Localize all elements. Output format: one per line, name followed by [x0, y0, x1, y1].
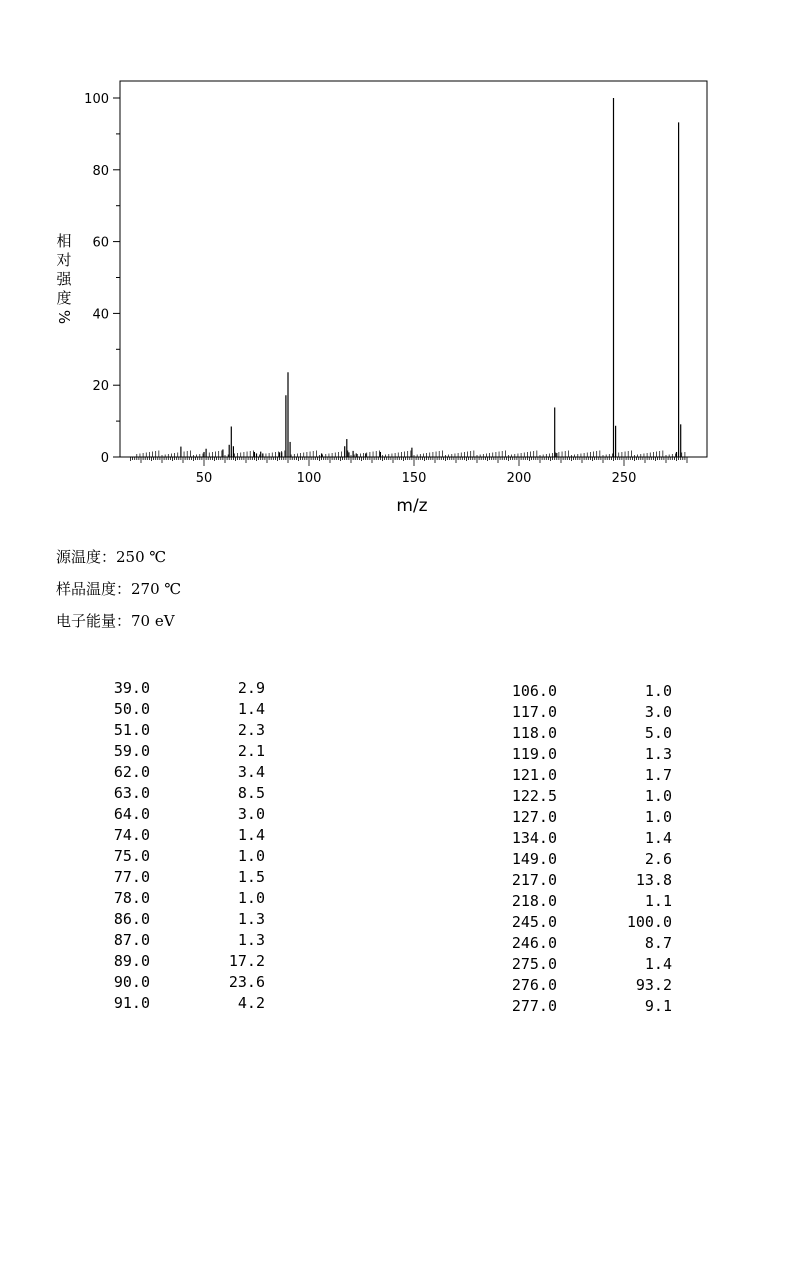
peak-mz: 276.0 [511, 976, 557, 994]
peak-row [95, 720, 265, 741]
peak-abundance: 1.1 [644, 892, 672, 910]
y-axis-label [55, 232, 73, 324]
peak-table-left [95, 678, 265, 1014]
peak-abundance: 2.1 [237, 742, 265, 760]
peak-abundance: 93.2 [635, 976, 672, 994]
peak-abundance: 3.0 [644, 703, 672, 721]
peak-abundance: 5.0 [644, 724, 672, 742]
peak-abundance: 1.4 [237, 826, 265, 844]
peak-mz: 59.0 [113, 742, 150, 760]
peak-row [502, 786, 672, 807]
x-tick-label: 250 [611, 471, 637, 486]
peak-abundance: 1.3 [644, 745, 672, 763]
y-axis [84, 92, 120, 466]
y-tick-label: 20 [92, 379, 109, 395]
peak-row [95, 909, 265, 930]
peak-abundance: 2.6 [644, 850, 672, 868]
peak-abundance: 2.3 [237, 721, 265, 739]
peak-abundance: 1.5 [237, 868, 265, 886]
y-axis-label-char: 度 [56, 289, 72, 307]
peak-abundance: 1.4 [237, 700, 265, 718]
peak-abundance: 23.6 [228, 973, 265, 991]
mass-spectrum-chart [0, 0, 794, 530]
peak-mz: 246.0 [511, 934, 557, 952]
baseline-noise [137, 451, 685, 458]
peak-row [502, 723, 672, 744]
peak-row [95, 951, 265, 972]
peak-row [502, 681, 672, 702]
peak-row [95, 930, 265, 951]
peak-mz: 127.0 [511, 808, 557, 826]
peak-mz: 51.0 [113, 721, 150, 739]
plot-frame [120, 81, 707, 457]
peak-mz: 106.0 [511, 682, 557, 700]
peak-row [502, 954, 672, 975]
peak-mz: 91.0 [113, 994, 150, 1012]
peak-mz: 75.0 [113, 847, 150, 865]
peak-row [95, 762, 265, 783]
peak-mz: 118.0 [511, 724, 557, 742]
peak-mz: 117.0 [511, 703, 557, 721]
peak-row [95, 846, 265, 867]
y-tick-label: 60 [92, 235, 109, 251]
x-axis [131, 457, 688, 486]
peak-abundance: 1.0 [644, 787, 672, 805]
peak-row [95, 699, 265, 720]
peak-abundance: 3.0 [237, 805, 265, 823]
peak-mz: 218.0 [511, 892, 557, 910]
x-tick-label: 50 [195, 471, 213, 486]
peak-abundance: 8.7 [644, 934, 672, 952]
peak-row [502, 891, 672, 912]
peak-abundance: 13.8 [635, 871, 672, 889]
y-tick-label: 0 [100, 451, 109, 466]
peak-row [502, 933, 672, 954]
sample-temperature: 样品温度：270 ℃ [56, 580, 182, 598]
peak-abundance: 1.3 [237, 931, 265, 949]
peak-row [95, 993, 265, 1014]
peak-mz: 90.0 [113, 973, 150, 991]
peak-mz: 134.0 [511, 829, 557, 847]
peak-mz: 119.0 [511, 745, 557, 763]
peak-mz: 149.0 [511, 850, 557, 868]
peak-abundance: 8.5 [237, 784, 265, 802]
y-tick-label: 80 [92, 163, 109, 179]
x-tick-label: 150 [401, 471, 427, 486]
peak-row [95, 867, 265, 888]
peak-abundance: 1.3 [237, 910, 265, 928]
x-tick-label: 200 [506, 471, 532, 486]
y-tick-label: 100 [84, 92, 109, 107]
peak-abundance: 1.0 [237, 847, 265, 865]
peak-row [502, 912, 672, 933]
peak-mz: 63.0 [113, 784, 150, 802]
peak-mz: 217.0 [511, 871, 557, 889]
source-temperature: 源温度：250 ℃ [56, 548, 167, 566]
peak-abundance: 1.0 [644, 808, 672, 826]
peak-abundance: 1.7 [644, 766, 672, 784]
peak-mz: 87.0 [113, 931, 150, 949]
peak-row [95, 972, 265, 993]
peak-mz: 89.0 [113, 952, 150, 970]
peak-mz: 277.0 [511, 997, 557, 1015]
spectrum-peaks [181, 98, 681, 457]
y-axis-label-char: 相 [56, 232, 72, 250]
peak-abundance: 1.0 [237, 889, 265, 907]
peak-mz: 86.0 [113, 910, 150, 928]
peak-abundance: 1.4 [644, 955, 672, 973]
peak-row [502, 807, 672, 828]
peak-row [502, 975, 672, 996]
peak-mz: 50.0 [113, 700, 150, 718]
peak-mz: 245.0 [511, 913, 557, 931]
peak-row [502, 828, 672, 849]
y-axis-label-char: 强 [56, 270, 72, 288]
peak-row [95, 741, 265, 762]
peak-row [502, 870, 672, 891]
peak-abundance: 1.4 [644, 829, 672, 847]
peak-abundance: 1.0 [644, 682, 672, 700]
peak-mz: 39.0 [113, 679, 150, 697]
peak-mz: 64.0 [113, 805, 150, 823]
peak-table-right [502, 681, 672, 1017]
peak-abundance: 3.4 [237, 763, 265, 781]
electron-energy: 电子能量：70 eV [56, 612, 175, 630]
peak-mz: 62.0 [113, 763, 150, 781]
x-axis-label: m/z [396, 496, 428, 516]
peak-mz: 78.0 [113, 889, 150, 907]
peak-row [502, 744, 672, 765]
peak-row [95, 804, 265, 825]
peak-row [502, 849, 672, 870]
peak-mz: 275.0 [511, 955, 557, 973]
y-tick-label: 40 [92, 307, 109, 323]
peak-abundance: 4.2 [237, 994, 265, 1012]
peak-abundance: 17.2 [228, 952, 265, 970]
peak-mz: 122.5 [511, 787, 557, 805]
y-axis-label-char: % [55, 309, 73, 325]
peak-row [502, 702, 672, 723]
peak-abundance: 100.0 [626, 913, 672, 931]
peak-abundance: 2.9 [237, 679, 265, 697]
peak-abundance: 9.1 [644, 997, 672, 1015]
peak-mz: 121.0 [511, 766, 557, 784]
peak-row [95, 783, 265, 804]
y-axis-label-char: 对 [56, 251, 72, 269]
peak-row [502, 996, 672, 1017]
x-tick-label: 100 [296, 471, 322, 486]
peak-mz: 77.0 [113, 868, 150, 886]
peak-row [95, 678, 265, 699]
peak-mz: 74.0 [113, 826, 150, 844]
peak-row [95, 825, 265, 846]
peak-row [95, 888, 265, 909]
peak-row [502, 765, 672, 786]
